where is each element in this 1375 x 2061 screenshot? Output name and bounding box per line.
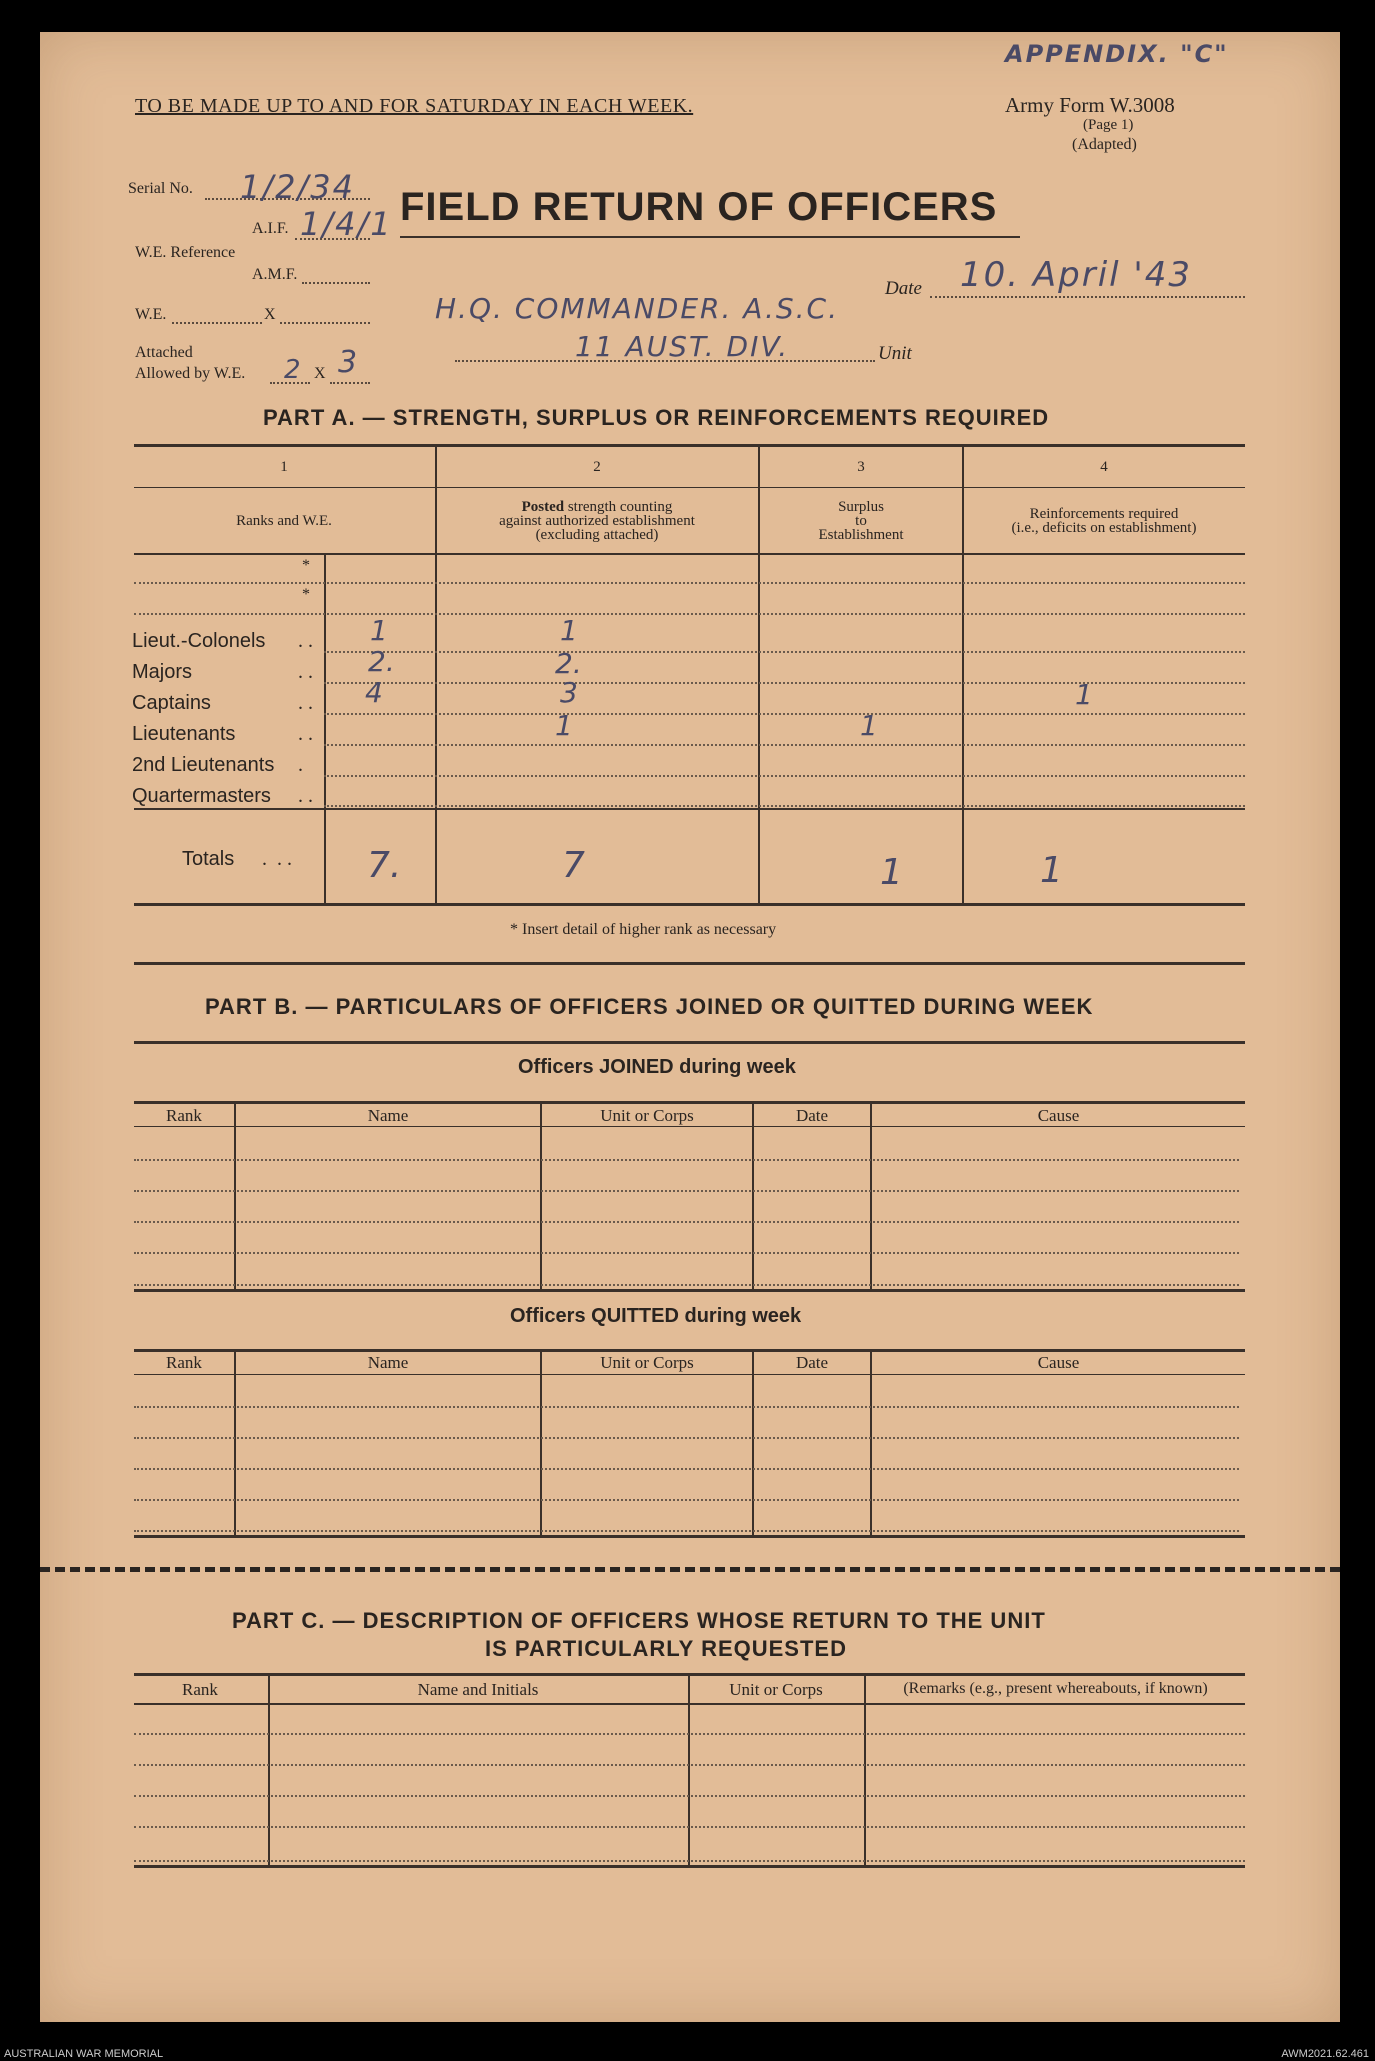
col3-heading xyxy=(760,500,962,542)
allowed-field-b[interactable] xyxy=(330,382,370,384)
footer-left: AUSTRALIAN WAR MEMORIAL xyxy=(4,2048,164,2060)
joined-sep-4 xyxy=(870,1104,872,1289)
star-row-1-marker: * xyxy=(302,557,310,574)
date-value: 10. April '43 xyxy=(960,255,1193,295)
joined-col-name: Name xyxy=(367,1106,409,1125)
row-line-lieutenants xyxy=(324,744,1245,746)
part-c-title-line-2: IS PARTICULARLY REQUESTED xyxy=(485,1636,847,1661)
joined-row-1[interactable] xyxy=(134,1159,1239,1161)
part-c-col-rank: Rank xyxy=(182,1680,218,1699)
part-c-sep-1 xyxy=(268,1676,270,1865)
quitted-row-2[interactable] xyxy=(134,1437,1239,1439)
form-adapted: (Adapted) xyxy=(1072,136,1137,153)
part-c-col-name: Name and Initials xyxy=(417,1680,539,1699)
quitted-col-name: Name xyxy=(367,1353,409,1372)
col2-heading-line2: against authorized establishment xyxy=(499,513,695,529)
col4-heading xyxy=(964,507,1244,535)
we-field[interactable] xyxy=(172,322,262,324)
quitted-row-5[interactable] xyxy=(134,1530,1239,1532)
we-x-label: X xyxy=(264,306,276,323)
part-c-row-5[interactable] xyxy=(134,1860,1245,1862)
aif-label: A.I.F. xyxy=(252,220,289,237)
col2-heading-bold: Posted xyxy=(521,499,565,515)
quitted-col-date: Date xyxy=(795,1353,829,1372)
col3-heading-line1: Surplus xyxy=(838,499,884,515)
quitted-sep-2 xyxy=(540,1352,542,1535)
appendix-note: APPENDIX. "C" xyxy=(1005,40,1229,68)
form-id: Army Form W.3008 xyxy=(1005,93,1175,117)
quitted-row-4[interactable] xyxy=(134,1499,1239,1501)
part-c-sep-3 xyxy=(864,1676,866,1865)
row-line-star-2 xyxy=(134,613,1245,615)
joined-col-unit: Unit or Corps xyxy=(600,1106,694,1125)
quitted-col-rank: Rank xyxy=(166,1353,202,1372)
col1-heading: Ranks and W.E. xyxy=(236,513,332,529)
joined-row-2[interactable] xyxy=(134,1190,1239,1192)
joined-head-top xyxy=(134,1101,1245,1104)
we-lieut-colonels: 1 xyxy=(370,614,388,647)
allowed-value-b: 3 xyxy=(338,345,360,380)
we-label: W.E. xyxy=(135,306,167,323)
row-line-lieut-colonels xyxy=(324,651,1245,653)
date-field[interactable] xyxy=(930,296,1245,298)
part-b-title: PART B. — PARTICULARS OF OFFICERS JOINED OR QUITTED DURING WEEK xyxy=(205,994,1094,1019)
quitted-title: Officers QUITTED during week xyxy=(510,1305,802,1327)
allowed-value-a: 2 xyxy=(284,355,303,385)
part-c-row-1[interactable] xyxy=(134,1733,1245,1735)
part-a-totals-rule xyxy=(134,808,1245,810)
rank-majors: Majors xyxy=(132,661,193,683)
col-number-1: 1 xyxy=(280,459,288,475)
quitted-row-3[interactable] xyxy=(134,1468,1239,1470)
instruction-text: TO BE MADE UP TO AND FOR SATURDAY IN EACH WEEK. xyxy=(135,95,694,117)
part-c-row-3[interactable] xyxy=(134,1795,1245,1797)
col3-heading-line2: to xyxy=(855,513,867,529)
we-majors: 2. xyxy=(368,645,395,678)
part-c-col-unit: Unit or Corps xyxy=(729,1680,823,1699)
totals-label: Totals xyxy=(182,848,235,870)
part-a-title: PART A. — STRENGTH, SURPLUS OR REINFORCEMENTS REQUIRED xyxy=(263,405,1050,430)
col2-heading xyxy=(437,500,757,542)
part-a-top-rule xyxy=(134,444,1245,447)
rank-leader-dots-4: . . xyxy=(298,723,313,745)
date-label: Date xyxy=(885,278,922,299)
col3-heading-line3: Establishment xyxy=(818,527,904,543)
joined-row-4[interactable] xyxy=(134,1252,1239,1254)
joined-sep-3 xyxy=(752,1104,754,1289)
page-title: FIELD RETURN OF OFFICERS xyxy=(400,185,998,229)
joined-sep-1 xyxy=(234,1104,236,1289)
quitted-sep-3 xyxy=(752,1352,754,1535)
col2-heading-line3: (excluding attached) xyxy=(535,527,659,543)
posted-lieut-colonels: 1 xyxy=(560,614,578,647)
attached-label: Attached xyxy=(135,344,193,361)
posted-captains: 3 xyxy=(560,676,578,709)
we-reference-label: W.E. Reference xyxy=(135,244,236,261)
joined-col-date: Date xyxy=(795,1106,829,1125)
posted-lieutenants: 1 xyxy=(555,709,573,742)
quitted-head-top xyxy=(134,1349,1245,1352)
col4-heading-line2: (i.e., deficits on establishment) xyxy=(1011,520,1197,536)
col-number-4: 4 xyxy=(1100,459,1108,475)
part-b-top-rule xyxy=(134,1041,1245,1044)
joined-row-3[interactable] xyxy=(134,1221,1239,1223)
rank-lieutenants: Lieutenants xyxy=(132,723,236,745)
rank-leader-dots-3: . . xyxy=(298,692,313,714)
rank-2nd-lieutenants: 2nd Lieutenants xyxy=(132,754,275,776)
unit-line-1: H.Q. COMMANDER. A.S.C. xyxy=(435,292,840,325)
part-a-we-sep xyxy=(324,555,326,903)
star-row-2-marker: * xyxy=(302,586,310,603)
row-line-quartermasters xyxy=(324,805,1245,807)
rank-leader-dots-6: . . xyxy=(298,785,313,807)
total-surplus: 1 xyxy=(880,852,903,893)
unit-field[interactable] xyxy=(455,360,875,362)
part-c-row-4[interactable] xyxy=(134,1826,1245,1828)
total-we: 7. xyxy=(367,845,402,886)
title-underline xyxy=(400,236,1020,238)
part-c-row-2[interactable] xyxy=(134,1764,1245,1766)
quitted-bottom xyxy=(134,1535,1245,1538)
quitted-row-1[interactable] xyxy=(134,1406,1239,1408)
joined-sep-2 xyxy=(540,1104,542,1289)
part-a-num-rule xyxy=(134,487,1245,488)
rank-leader-dots-2: . . xyxy=(298,661,313,683)
joined-head-bottom xyxy=(134,1126,1245,1127)
rank-leader-dots-1: . . xyxy=(298,630,313,652)
rank-quartermasters: Quartermasters xyxy=(132,785,271,807)
part-a-footnote: * Insert detail of higher rank as necessary xyxy=(510,921,777,938)
perforation-line xyxy=(40,1567,1340,1572)
unit-label: Unit xyxy=(878,343,912,364)
col2-heading-rest: strength counting xyxy=(567,499,673,515)
joined-row-5[interactable] xyxy=(134,1284,1239,1286)
surplus-lieutenants: 1 xyxy=(860,709,878,742)
allowed-label: Allowed by W.E. xyxy=(135,365,246,382)
joined-title: Officers JOINED during week xyxy=(518,1056,796,1078)
quitted-col-unit: Unit or Corps xyxy=(600,1353,694,1372)
part-c-sep-2 xyxy=(688,1676,690,1865)
row-line-2nd-lieutenants xyxy=(324,775,1245,777)
row-line-majors xyxy=(324,682,1245,684)
posted-majors: 2. xyxy=(555,647,582,680)
joined-bottom xyxy=(134,1289,1245,1292)
rank-leader-dots-5: . xyxy=(298,754,303,776)
amf-field[interactable] xyxy=(302,282,370,284)
serial-label: Serial No. xyxy=(128,180,193,197)
row-line-captains xyxy=(324,713,1245,715)
reinf-captains: 1 xyxy=(1075,678,1093,711)
allowed-x-label: X xyxy=(314,365,326,382)
unit-line-2: 11 AUST. DIV. xyxy=(575,330,790,363)
part-a-end-rule xyxy=(134,962,1245,965)
rank-lieut-colonels: Lieut.-Colonels xyxy=(132,630,266,652)
total-posted: 7 xyxy=(562,845,585,886)
row-line-star-1 xyxy=(134,582,1245,584)
rank-captains: Captains xyxy=(132,692,211,714)
quitted-sep-1 xyxy=(234,1352,236,1535)
col-number-3: 3 xyxy=(857,459,865,475)
col-number-2: 2 xyxy=(593,459,601,475)
part-c-bottom xyxy=(134,1865,1245,1868)
quitted-sep-4 xyxy=(870,1352,872,1535)
amf-label: A.M.F. xyxy=(252,266,298,283)
part-c-title-line-1: PART C. — DESCRIPTION OF OFFICERS WHOSE RETURN TO THE UNIT xyxy=(232,1608,1046,1633)
totals-leader-dots: . . . xyxy=(262,848,292,870)
part-a-bottom-rule xyxy=(134,903,1245,906)
we-captains: 4 xyxy=(365,676,383,709)
form-page: (Page 1) xyxy=(1083,117,1134,133)
col4-heading-line1: Reinforcements required xyxy=(1029,506,1179,522)
quitted-head-bottom xyxy=(134,1374,1245,1375)
footer-right: AWM2021.62.461 xyxy=(1281,2048,1369,2060)
serial-value: 1/2/34 xyxy=(240,168,355,206)
joined-col-rank: Rank xyxy=(166,1106,202,1125)
joined-col-cause: Cause xyxy=(1037,1106,1080,1125)
part-c-col-remarks: (Remarks (e.g., present whereabouts, if known) xyxy=(903,1680,1208,1697)
aif-value: 1/4/1 xyxy=(300,205,393,243)
total-reinf: 1 xyxy=(1040,850,1063,891)
quitted-col-cause: Cause xyxy=(1037,1353,1080,1372)
part-a-head-rule xyxy=(134,553,1245,555)
we-x-field[interactable] xyxy=(280,322,370,324)
